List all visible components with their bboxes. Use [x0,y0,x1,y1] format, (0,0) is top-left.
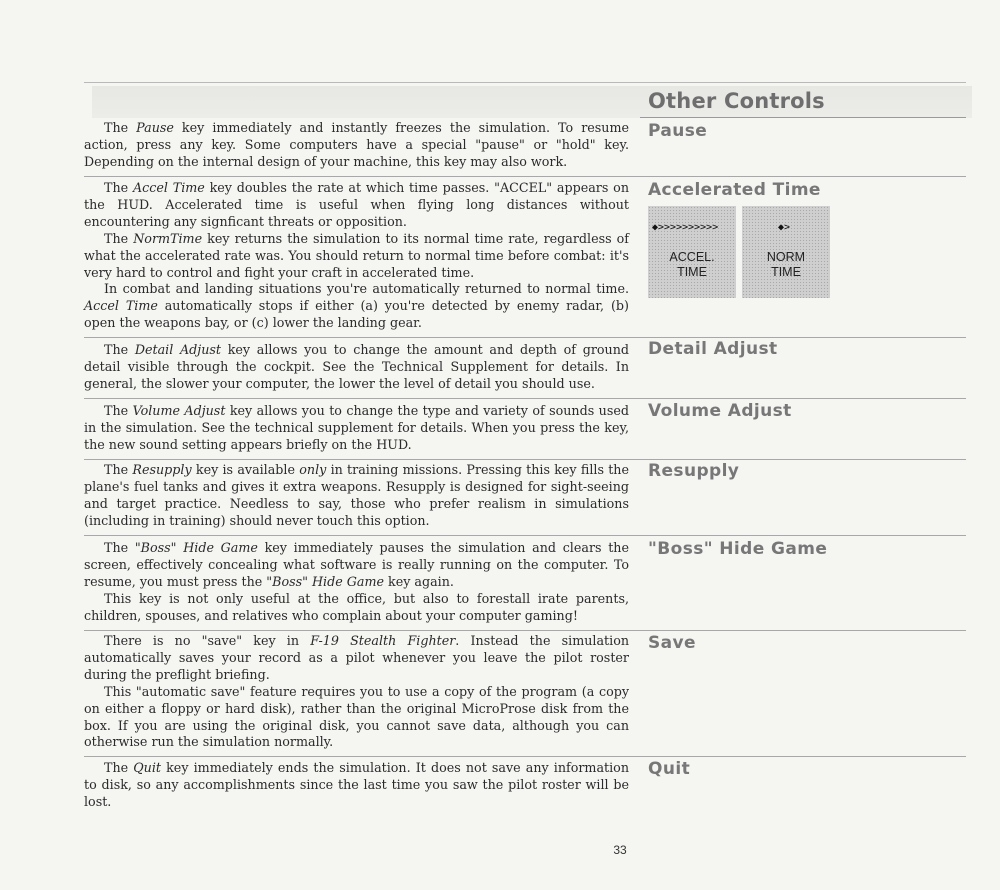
top-rule [84,82,966,83]
section-quit [84,756,966,817]
section-body [84,342,629,393]
norm-arrow-icon: ◆> [778,222,791,233]
page-title: Other Controls [648,89,825,113]
body-paragraph: There is no "save" key in F-19 Stealth Fighter. Instead the simulation automatically saves your record as a pilot whenever you leave the pilot roster during the preflight briefing. [84,633,630,682]
section-save [84,630,966,757]
body-paragraph: The "Boss" Hide Game key immediately pauses the simulation and clears the screen, effectively concealing what software is really running on the computer. To resume, you must press the "Boss" Hide Game key again. [84,540,629,589]
indicator-label-line: TIME [771,265,801,279]
section-detail-adjust [84,337,966,398]
section-body [84,120,629,171]
key-name: Accel Time [132,180,205,195]
header-band [92,86,972,118]
section-title: Pause [648,121,708,141]
body-paragraph: The Resupply key is available only in training missions. Pressing this key fills the plane's fuel tanks and gives it extra weapons. Resupply is designed for sight-seeing and target practice. Needless to say, those who prefer realism in simulations (including in training) should never touch this option. [84,462,629,528]
accel-arrow-icon: ◆>>>>>>>>>> [652,222,719,233]
section-title: Save [648,633,696,653]
body-paragraph: This "automatic save" feature requires you to use a copy of the program (a copy on either a floppy or hard disk), rather than the original MicroProse disk from the box. If you are using the original disk, you cannot save data, although you can otherwise run the simulation normally. [84,683,629,750]
section-body [84,760,629,811]
key-name: "Boss" Hide Game [266,573,384,589]
section-body [84,180,629,332]
section-title: Quit [648,759,691,779]
section-resupply [84,459,966,536]
indicator-label [742,250,830,280]
body-paragraph: The Volume Adjust key allows you to change the type and variety of sounds used in the simulation. See the technical supplement for details. When you press the key, the new sound setting appears briefly on the HUD. [84,403,629,452]
body-paragraph: This key is not only useful at the office, but also to forestall irate parents, children, spouses, and relatives who complain about your computer gaming! [84,590,629,623]
key-name: F-19 Stealth Fighter [310,633,456,648]
section-title: "Boss" Hide Game [648,539,828,559]
key-name: only [299,462,327,477]
norm-time-indicator [742,206,830,298]
body-paragraph: In combat and landing situations you're automatically returned to normal time. Accel Time automatically stops if either (a) you're detected by enemy radar, (b) open the weapons bay, or (c) lower the landing gear. [84,281,629,331]
section-body [84,462,629,530]
indicator-label-line: ACCEL. [669,250,715,264]
body-paragraph: The Accel Time key doubles the rate at which time passes. "ACCEL" appears on the HUD. Accelerated time is useful when flying long distances without encountering any signficant threats or opposition. [84,180,629,229]
accel-time-indicator [648,206,736,298]
section-title: Resupply [648,461,740,481]
key-name: "Boss" Hide Game [134,540,258,555]
page-number: 33 [613,843,627,857]
key-name: Resupply [132,462,192,477]
key-name: Pause [136,120,174,135]
key-name: Detail Adjust [134,342,221,357]
indicator-label-line: NORM [766,250,806,264]
key-name: Accel Time [84,298,158,314]
section-accelerated-time [84,176,966,337]
body-paragraph: The Pause key immediately and instantly freezes the simulation. To resume action, press any key. Some computers have a special "pause" or "hold" key. Depending on the internal design of your machine, this key may also work. [84,120,629,169]
section-body [84,403,629,454]
section-body [84,540,629,625]
key-name: Quit [133,760,161,775]
indicator-label-line: TIME [677,265,707,279]
body-paragraph: The NormTime key returns the simulation to its normal time rate, regardless of what the accelerated rate was. You should return to normal time before combat: it's very hard to control and fight your craft in accelerated time. [84,230,629,280]
section-body [84,633,629,751]
indicator-label [648,250,736,280]
section-title: Detail Adjust [648,339,778,359]
section-boss-hide-game [84,535,966,630]
section-title: Volume Adjust [648,401,792,421]
section-title: Accelerated Time [648,180,821,200]
body-paragraph: The Quit key immediately ends the simulation. It does not save any information to disk, so any accomplishments since the last time you saw the pilot roster will be lost. [84,760,629,809]
body-paragraph: The Detail Adjust key allows you to change the amount and depth of ground detail visible through the cockpit. See the Technical Supplement for details. In general, the slower your computer, the lower the level of detail you should use. [84,342,629,391]
section-pause [84,118,966,176]
key-name: NormTime [133,230,203,246]
key-name: Volume Adjust [132,403,226,418]
section-volume-adjust [84,398,966,459]
